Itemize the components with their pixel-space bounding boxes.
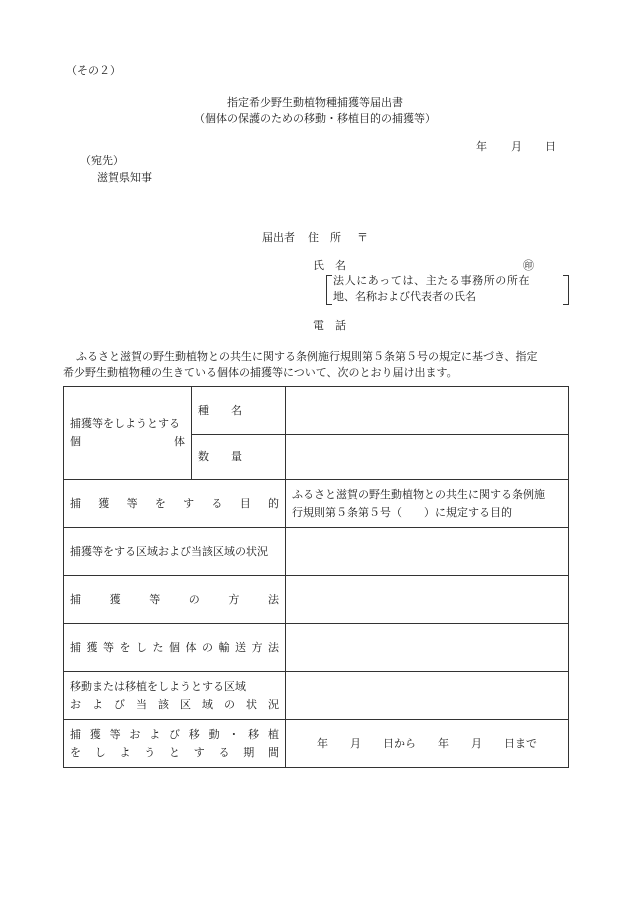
period-label-1-char-1: 獲 [89,727,101,741]
target-individual-char2: 体 [174,435,185,448]
move-area-label [64,672,286,720]
transport-label-text [70,639,279,657]
period-label-2-char-1: し [94,745,106,759]
name-label: 氏 名 [313,259,346,272]
move-area-label-2-char-8: 状 [246,697,257,711]
transport-label-char-3: を [119,640,131,654]
corp-note-line2: 地、名称および代表者の氏名 [333,290,476,303]
seal-mark: ㊞ [523,259,534,272]
move-area-label-2-char-2: び [114,697,125,711]
move-area-label-2-char-6: 域 [202,697,213,711]
transport-label-char-7: 体 [185,640,197,654]
transport-label-char-4: し [136,640,147,654]
period-label-1-char-0: 捕 [70,727,81,741]
period-label-1-char-9: 移 [248,727,260,741]
period-label-2-char-5: す [193,745,205,759]
method-label-text [70,591,279,609]
method-label-char-0: 捕 [70,592,81,606]
transport-label-char-5: た [152,640,164,654]
method-label-char-1: 獲 [109,592,121,606]
quantity-label: 数 量 [192,435,286,480]
move-area-label-2-char-9: 況 [268,697,279,711]
transport-label-char-0: 捕 [70,640,81,654]
move-area-label-line1: 移動または移植をしようとする区域 [70,679,246,693]
move-area-label-2-char-0: お [70,697,81,711]
form-subtitle: （個体の保護のための移動・移植目的の捕獲等） [194,112,436,125]
period-label-2-char-8: 間 [268,745,279,759]
note-bracket-left [326,275,332,305]
postal-mark: 〒 [357,231,368,244]
applicant-label: 届出者 [262,231,295,244]
target-individual-char1: 個 [70,435,81,448]
period-label-line1 [70,726,279,744]
form-title: 指定希少野生動植物種捕獲等届出書 [227,96,403,109]
period-label [64,720,286,768]
date-year: 年 [476,140,487,153]
method-label-char-4: 方 [228,592,240,606]
move-area-label-line2 [70,696,279,714]
body-text-line1: ふるさと滋賀の野生動植物との共生に関する条例施行規則第５条第５号の規定に基づき、指定 [76,350,538,363]
purpose-value-line1: ふるさと滋賀の野生動植物との共生に関する条例施 [292,487,545,501]
purpose-label [64,480,286,528]
purpose-label-char-4: す [183,496,195,510]
species-field[interactable] [286,387,569,435]
target-individual-header [64,387,192,480]
method-label-char-2: 等 [149,592,161,606]
addressee-label: （宛先） [80,154,124,167]
period-label-2-char-3: う [144,745,156,759]
area-label: 捕獲等をする区域および当該区域の状況 [64,528,286,576]
purpose-label-char-5: る [211,496,223,510]
period-label-1-char-8: ・ [228,727,240,741]
area-field[interactable] [286,528,569,576]
corp-note-line1: 法人にあっては、主たる事務所の所在 [333,274,531,287]
note-bracket-right [563,275,569,305]
purpose-label-char-7: 的 [267,496,279,510]
target-individual-line2 [70,433,185,451]
transport-label-char-10: 送 [235,640,246,654]
purpose-label-char-0: 捕 [70,496,81,510]
species-label: 種 名 [192,387,286,435]
purpose-label-text [70,495,279,513]
body-text-line2: 希少野生動植物種の生きている個体の捕獲等について、次のとおり届け出ます。 [63,366,458,379]
target-individual-line1: 捕獲等をしようとする [70,417,180,431]
period-label-1-char-3: お [129,727,141,741]
transport-label-char-6: 個 [169,640,180,654]
date-day: 日 [545,140,556,153]
transport-label-char-11: 方 [251,640,263,654]
addressee-name: 滋賀県知事 [97,171,152,184]
method-label-char-5: 法 [267,592,279,606]
period-label-2-char-7: 期 [243,745,255,759]
period-label-1-char-7: 動 [208,727,220,741]
transport-field[interactable] [286,624,569,672]
period-label-1-char-2: 等 [109,727,121,741]
page-label: （その２） [66,64,121,77]
method-label [64,576,286,624]
transport-label-char-8: の [202,640,213,654]
period-label-2-char-4: と [169,745,180,759]
quantity-field[interactable] [286,435,569,480]
period-label-2-char-6: る [218,745,230,759]
move-area-label-2-char-1: よ [92,697,103,711]
period-label-line2 [70,744,279,762]
move-area-field[interactable] [286,672,569,720]
purpose-label-char-2: 等 [126,496,138,510]
transport-label-char-9: 輸 [218,640,230,654]
period-label-1-char-4: よ [149,727,161,741]
move-area-label-2-char-7: の [224,697,235,711]
purpose-value [286,480,569,528]
period-value: 年 月 日から 年 月 日まで [286,720,569,768]
period-label-2-char-0: を [70,745,81,759]
period-label-1-char-6: 移 [188,727,200,741]
move-area-label-2-char-3: 当 [136,697,147,711]
purpose-value-line2: 行規則第５条第５号（ ）に規定する目的 [292,505,512,519]
address-label: 住 所 [308,231,341,244]
purpose-label-char-6: 目 [239,496,251,510]
move-area-label-2-char-5: 区 [180,697,191,711]
period-label-2-char-2: よ [119,745,131,759]
method-label-char-3: の [188,592,200,606]
date-month: 月 [511,140,522,153]
period-label-1-char-5: び [168,727,180,741]
purpose-label-char-3: を [154,496,166,510]
phone-label: 電 話 [313,319,346,332]
purpose-label-char-1: 獲 [98,496,110,510]
move-area-label-2-char-4: 該 [158,697,169,711]
transport-label-char-12: 法 [268,640,279,654]
form-table [63,386,569,768]
method-field[interactable] [286,576,569,624]
transport-label-char-1: 獲 [86,640,98,654]
period-label-1-char-10: 植 [267,727,279,741]
transport-label [64,624,286,672]
transport-label-char-2: 等 [103,640,114,654]
